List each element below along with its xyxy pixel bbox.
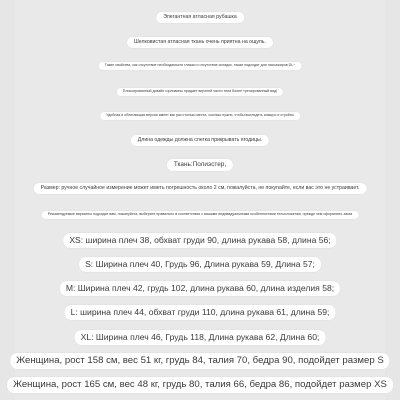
measurement-note-line: Размер: ручное случайное измерение может иметь погрешность около 2 см, пожалуйста, не покупайте, если вас это не устраивает. xyxy=(34,183,367,194)
recommendation-line: Рекомендуемые варианты подходят вам, пожалуйста, выберите правильно в соответствии с вашими индивидуальными особенностями телосложения, прежде чем оформлять заказ xyxy=(42,211,359,219)
fabric-feel-line: Шелковистая атласная ткань очень приятна на ощупь. xyxy=(127,37,273,48)
collar-design-line: Плиссированный дизайн горловины придает верхней части тела более тренированный вид! xyxy=(117,88,283,96)
model-xs-line: Женщина, рост 165 см, вес 48 кг, грудь 80, талия 66, бедра 86, подойдет размер XS xyxy=(7,377,393,393)
size-xs-line: XS: ширина плеч 38, обхват груди 90, длина рукава 58, длина 56; xyxy=(63,233,336,248)
size-m-line: M: Ширина плеч 42, грудь 102, длина рукава 60, длина изделия 58; xyxy=(60,281,340,296)
properties-line: Такие свойства, как отсутствие необходимости глажки и отсутствие складок, также подходят для пассажиров DL~ xyxy=(99,62,302,70)
title-line: Элегантная атласная рубашка xyxy=(156,12,244,23)
fit-line: Удобная и облегающая версия имеет как раз столько места, сколько нужно, чтобы выглядеть изящно и стройно xyxy=(100,112,300,120)
length-line: Длина одежды должна слегка прикрывать ягодицы. xyxy=(131,135,269,146)
size-xl-line: XL: Ширина плеч 46, Грудь 118, Длина рукава 62, Длина 60; xyxy=(75,330,326,345)
size-s-line: S: Ширина плеч 40, Грудь 96, Длина рукава 59, Длина 57; xyxy=(79,257,321,272)
size-l-line: L: ширина плеч 44, обхват груди 110, длина рукава 61, длина 59; xyxy=(65,305,336,320)
material-line: Ткань:Полиэстер, xyxy=(167,159,233,171)
model-s-line: Женщина, рост 158 см, вес 51 кг, грудь 84, талия 70, бедра 90, подойдет размер S xyxy=(10,353,389,369)
